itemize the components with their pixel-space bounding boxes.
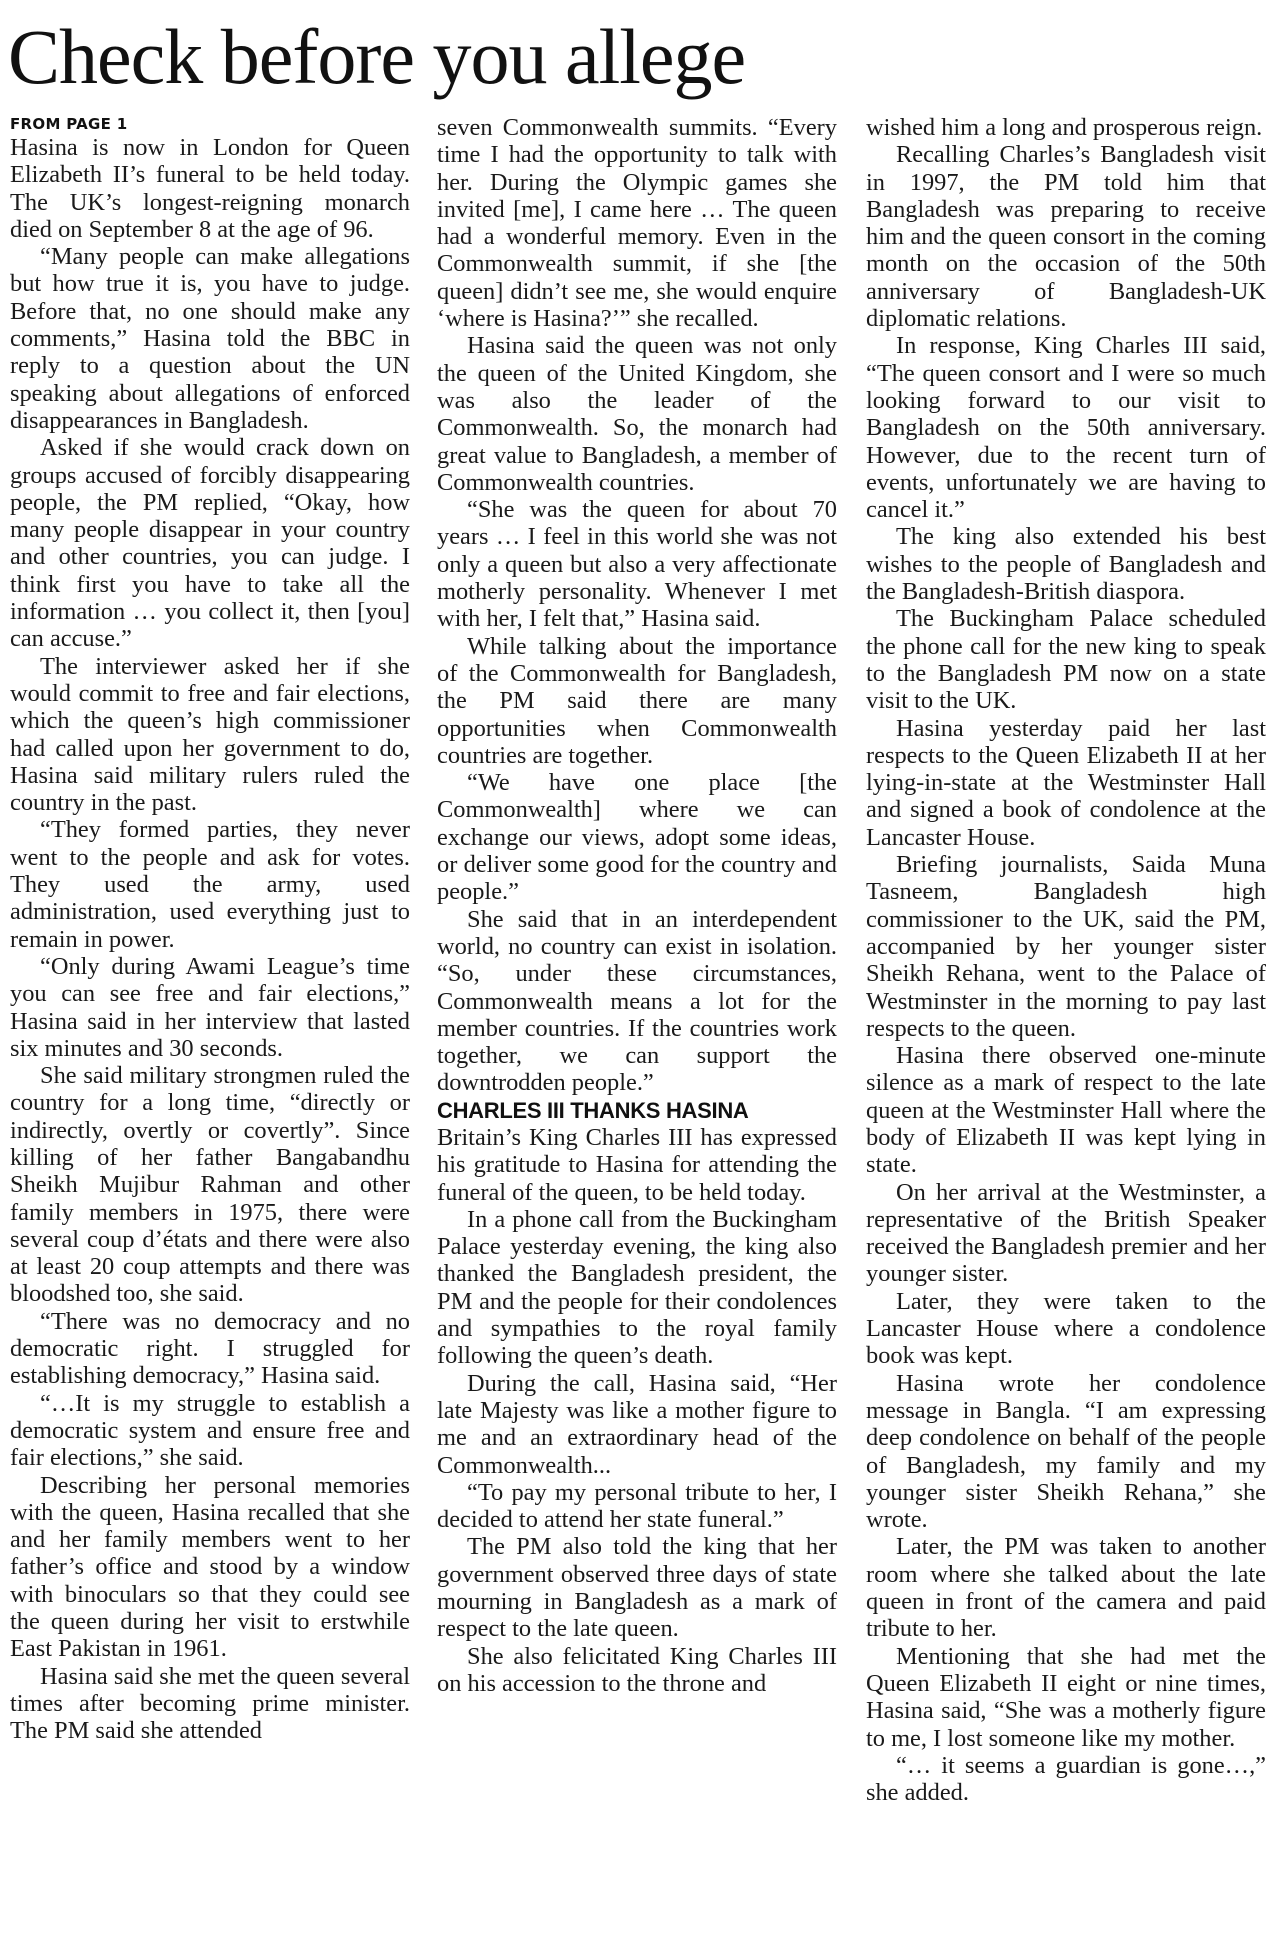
article-paragraph: The Buckingham Palace scheduled the phone call for the new king to speak to the Bangladesh PM now on a state visit to the UK. xyxy=(866,605,1266,715)
article-paragraph: “…It is my struggle to establish a democratic system and ensure free and fair elections,” she said. xyxy=(10,1389,410,1472)
article-paragraph: Hasina wrote her condolence message in Bangla. “I am expressing deep condolence on behalf of the people of Bangladesh, my family and my younger sister Sheikh Rehana,” she wrote. xyxy=(866,1369,1266,1534)
article-paragraph: Later, the PM was taken to another room where she talked about the late queen in front of the camera and paid tribute to her. xyxy=(866,1533,1266,1643)
article-paragraph: “We have one place [the Commonwealth] where we can exchange our views, adopt some ideas, or deliver some good for the country and people.” xyxy=(437,769,837,906)
article-paragraph: She also felicitated King Charles III on his accession to the throne and xyxy=(437,1642,837,1697)
article-paragraph: “To pay my personal tribute to her, I decided to attend her state funeral.” xyxy=(437,1478,837,1534)
article-paragraph: Later, they were taken to the Lancaster House where a condolence book was kept. xyxy=(866,1287,1266,1370)
article-paragraph: Describing her personal memories with the queen, Hasina recalled that she and her family members went to her father’s office and stood by a window with binoculars so that they could see the queen during her visit to erstwhile East Pakistan in 1961. xyxy=(10,1471,410,1663)
article-column-2 xyxy=(437,114,837,1697)
article-paragraph: The interviewer asked her if she would commit to free and fair elections, which the queen’s high commissioner had called upon her government to do, Hasina said military rulers ruled the country in the past. xyxy=(10,652,410,817)
article-paragraph: She said that in an interdependent world, no country can exist in isolation. “So, under these circumstances, Commonwealth means a lot for the member countries. If the countries work together, we can support the downtrodden people.” xyxy=(437,905,837,1097)
article-paragraph: Britain’s King Charles III has expressed his gratitude to Hasina for attending the funeral of the queen, to be held today. xyxy=(437,1123,837,1206)
article-paragraph: Asked if she would crack down on groups accused of forcibly disappearing people, the PM replied, “Okay, how many people disappear in your country and other countries, you can judge. I think first you have to take all the information … you collect it, then [you] can accuse.” xyxy=(10,434,410,653)
continued-from-kicker: FROM PAGE 1 xyxy=(10,115,128,133)
article-headline: Check before you allege xyxy=(8,13,746,100)
article-paragraph: Briefing journalists, Saida Muna Tasneem, Bangladesh high commissioner to the UK, said the PM, accompanied by her younger sister Sheikh Rehana, went to the Palace of Westminster in the morning to pay last respects to the queen. xyxy=(866,851,1266,1042)
article-paragraph: During the call, Hasina said, “Her late Majesty was like a mother figure to me and an extraordinary head of the Commonwealth... xyxy=(437,1369,837,1479)
article-paragraph: Hasina there observed one-minute silence as a mark of respect to the late queen at the Westminster Hall where the body of Elizabeth II was kept lying in state. xyxy=(866,1042,1266,1179)
article-paragraph: “Only during Awami League’s time you can see free and fair elections,” Hasina said in her interview that lasted six minutes and 30 seconds. xyxy=(10,952,410,1062)
article-paragraph: Hasina said the queen was not only the queen of the United Kingdom, she was also the leader of the Commonwealth. So, the monarch had great value to Bangladesh, a member of Commonwealth countries. xyxy=(437,332,837,496)
article-paragraph: Hasina yesterday paid her last respects to the Queen Elizabeth II at her lying-in-state at the Westminster Hall and signed a book of condolence at the Lancaster House. xyxy=(866,714,1266,851)
article-paragraph: Hasina said she met the queen several times after becoming prime minister. The PM said she attended xyxy=(10,1662,410,1745)
article-paragraph: Mentioning that she had met the Queen Elizabeth II eight or nine times, Hasina said, “She was a motherly figure to me, I lost someone like my mother. xyxy=(866,1642,1266,1752)
article-paragraph: “Many people can make allegations but how true it is, you have to judge. Before that, no one should make any comments,” Hasina told the BBC in reply to a question about the UN speaking about allegations of enforced disappearances in Bangladesh. xyxy=(10,243,410,434)
article-paragraph: In response, King Charles III said, “The queen consort and I were so much looking forward to our visit to Bangladesh on the 50th anniversary. However, due to the recent turn of events, unfortunately we are having to cancel it.” xyxy=(866,332,1266,524)
article-column-3 xyxy=(866,114,1266,1806)
article-paragraph: Hasina is now in London for Queen Elizabeth II’s funeral to be held today. The UK’s longest-reigning monarch died on September 8 at the age of 96. xyxy=(10,134,410,243)
article-paragraph: “… it seems a guardian is gone…,” she added. xyxy=(866,1751,1266,1807)
article-paragraph: “They formed parties, they never went to the people and ask for votes. They used the army, used administration, used everything just to remain in power. xyxy=(10,816,410,953)
article-paragraph: seven Commonwealth summits. “Every time I had the opportunity to talk with her. During the Olympic games she invited [me], I came here … The queen had a wonderful memory. Even in the Commonwealth summit, if she [the queen] didn’t see me, she would enquire ‘where is Hasina?’” she recalled. xyxy=(437,114,837,333)
article-paragraph: “She was the queen for about 70 years … I feel in this world she was not only a queen but also a very affectionate motherly personality. Whenever I met with her, I felt that,” Hasina said. xyxy=(437,496,837,633)
article-paragraph: Recalling Charles’s Bangladesh visit in 1997, the PM told him that Bangladesh was preparing to receive him and the queen consort in the coming month on the occasion of the 50th anniversary of Bangladesh-UK diplomatic relations. xyxy=(866,141,1266,333)
article-column-1 xyxy=(10,114,410,1745)
article-paragraph: “There was no democracy and no democratic right. I struggled for establishing democracy,” Hasina said. xyxy=(10,1307,410,1390)
article-paragraph: She said military strongmen ruled the country for a long time, “directly or indirectly, overtly or covertly”. Since killing of her father Bangabandhu Sheikh Mujibur Rahman and other family members in 1975, there were several coup d’états and there were also at least 20 coup attempts and there was bloodshed too, she said. xyxy=(10,1062,410,1308)
article-paragraph: The king also extended his best wishes to the people of Bangladesh and the Bangladesh-British diaspora. xyxy=(866,523,1266,606)
article-paragraph: In a phone call from the Buckingham Palace yesterday evening, the king also thanked the Bangladesh president, the PM and the people for their condolences and sympathies to the royal family following the queen’s death. xyxy=(437,1205,837,1370)
article-paragraph: On her arrival at the Westminster, a representative of the British Speaker received the Bangladesh premier and her younger sister. xyxy=(866,1178,1266,1288)
article-paragraph: wished him a long and prosperous reign. xyxy=(866,114,1263,141)
section-subhead: CHARLES III THANKS HASINA xyxy=(437,1097,749,1123)
article-paragraph: While talking about the importance of the Commonwealth for Bangladesh, the PM said there are many opportunities when Commonwealth countries are together. xyxy=(437,632,837,769)
article-paragraph: The PM also told the king that her government observed three days of state mourning in Bangladesh as a mark of respect to the late queen. xyxy=(437,1533,837,1643)
